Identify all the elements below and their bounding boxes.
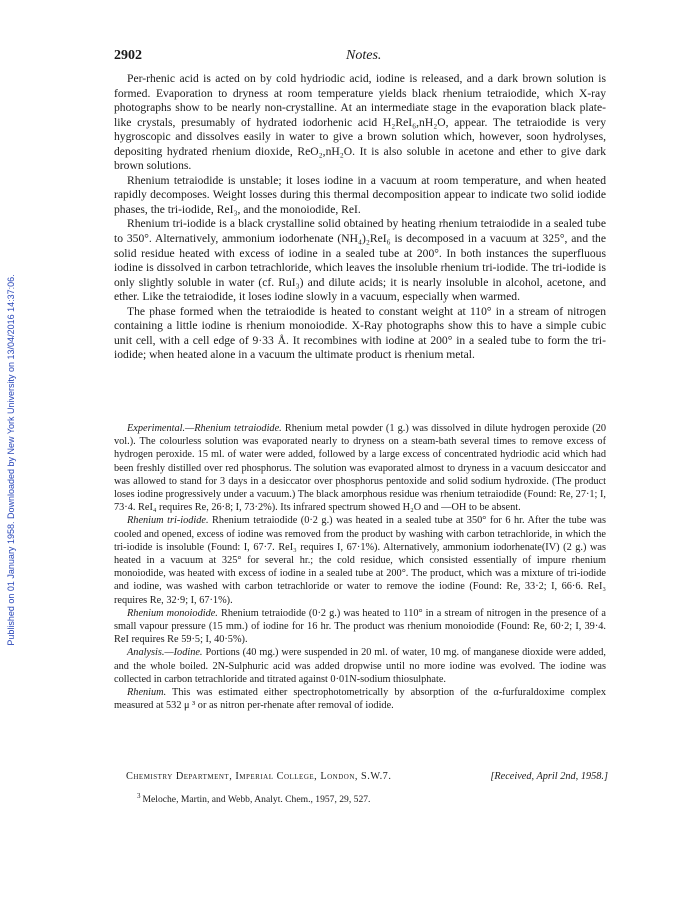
page-number: 2902 xyxy=(114,48,142,63)
experimental-monoiodide xyxy=(114,607,606,647)
main-text xyxy=(114,72,606,363)
experimental-triiodide xyxy=(114,514,606,606)
subsection-text: This was estimated either spectrophotometrically by absorption of the α-furfuraldoxime complex measured at 532 μ ³ or as nitron per-rhenate after removal of iodide. xyxy=(114,687,606,712)
subsection-heading: Rhenium tri-iodide. xyxy=(127,515,209,527)
page-header xyxy=(114,48,604,66)
running-title: Notes. xyxy=(346,48,382,63)
subsection-heading: Rhenium. xyxy=(127,687,167,699)
download-watermark xyxy=(4,160,18,760)
subsection-heading: Rhenium monoiodide. xyxy=(127,607,218,619)
paragraph-tetraiodide-stability: Rhenium tetraiodide is unstable; it loses iodine in a vacuum at room temperature, and when heated rapidly decomposes. Weight losses during this thermal decomposition appear to indicate two solid iodide phases, the tri-iodide, ReI₃, and the monoiodide, ReI. xyxy=(114,173,606,216)
analysis-iodine xyxy=(114,646,606,686)
subsection-heading: Experimental.—Rhenium tetraiodide. xyxy=(127,423,282,434)
subsection-text: Rhenium tetraiodide (0·2 g.) was heated to 110° in a stream of nitrogen in the presence of a small vapour pressure (15 mm.) of iodine for 16 hr. The product was rhenium monoiodide (Found: Re, 60·2; I, 39·4. ReI requires Re 59·5; I, 40·5%). xyxy=(114,607,607,646)
paragraph-triiodide: Rhenium tri-iodide is a black crystalline solid obtained by heating rhenium tetraiodide in a sealed tube to 350°. Alternatively, ammonium iodorhenate (NH₄)₂ReI₆ is decomposed in a vacuum at 325°, and the solid residue heated with excess of iodine in a sealed tube at 200°. In both instances the superfluous iodine is dissolved in carbon tetrachloride, which leaves the insoluble rhenium tri-iodide. The tri-iodide is only slightly soluble in water (cf. RuI₃) and dilute acids; it is nearly insoluble in alcohol, acetone, and ether. Like the tetraiodide, it loses iodine slowly in a vacuum, especially when warmed. xyxy=(114,217,606,304)
watermark-text: Published on 01 January 1958. Downloaded by New York University on 13/04/2016 14:37:06. xyxy=(6,274,16,646)
footnote xyxy=(137,792,597,805)
footnote-mark: 3 xyxy=(137,792,141,800)
subsection-text: Rhenium tetraiodide (0·2 g.) was heated in a sealed tube at 350° for 6 hr. After the tube was cooled and opened, excess of iodine was removed from the product by washing with carbon tetrachloride, in which the tri-iodide is insoluble (Found: I, 67·7. ReI₃ requires I, 67·1%). Alternatively, ammonium iodorhenate(IV) (2 g.) was heated in a vacuum at 325° for several hr.; the cold residue, which consisted essentially of impure rhenium monoiodide, was heated with excess of iodine in a sealed tube at 200°. The product, which was a mixture of tri-iodide and iodine, was washed with carbon tetrachloride or water to remove the iodine (Found: Re, 33·2; I, 66·6. ReI₃ requires Re, 32·9; I, 67·1%). xyxy=(114,515,606,606)
paragraph-tetraiodide-prep: Per-rhenic acid is acted on by cold hydriodic acid, iodine is released, and a dark brown solution is formed. Evaporation to dryness at room temperature yields black rhenium tetraiodide, which X-ray photographs show to be nearly non-crystalline. At an intermediate stage in the evaporation black plate-like crystals, presumably of hydrated iodorhenic acid H₂ReI₆,nH₂O, appear. The tetraiodide is very hygroscopic and dissolves easily in water to give a brown solution which, however, soon hydrolyses, depositing hydrated rhenium dioxide, ReO₂,nH₂O. It is also soluble in acetone and ether to give dark brown solutions. xyxy=(114,72,606,173)
experimental-section xyxy=(114,422,606,712)
footnote-text: Meloche, Martin, and Webb, Analyt. Chem., 1957, 29, 527. xyxy=(142,794,371,806)
paragraph-monoiodide: The phase formed when the tetraiodide is heated to constant weight at 110° in a stream of nitrogen containing a little iodine is rhenium monoiodide. X-Ray photographs show this to have a simple cubic unit cell, with a cell edge of 9·33 Å. It recombines with iodine at 200° in a sealed tube to form the tri-iodide; when heated alone in a vacuum the ultimate product is rhenium metal. xyxy=(114,304,606,362)
affiliation-line xyxy=(126,771,608,785)
subsection-text: Rhenium metal powder (1 g.) was dissolved in dilute hydrogen peroxide (20 vol.). The colourless solution was evaporated nearly to dryness on a steam-bath several times to remove excess of hydrogen peroxide. 15 ml. of water were added, followed by a large excess of concentrated hydriodic acid which had been freshly distilled over red phosphorus. The solution was evaporated almost to dryness in a vacuum desiccator and was allowed to stand for 3 days in a desiccator over phosphorus pentoxide and solid sodium hydroxide. (The product loses iodine progressively under a vacuum.) The black amorphous residue was rhenium tetraiodide (Found: Re, 27·1; I, 73·4. ReI₄ requires Re, 26·8; I, 73·2%). Its infrared spectrum showed H₂O and —OH to be absent. xyxy=(114,423,606,514)
affiliation: Chemistry Department, Imperial College, London, S.W.7. xyxy=(126,771,392,782)
subsection-text: Portions (40 mg.) were suspended in 20 ml. of water, 10 mg. of manganese dioxide were added, and the whole boiled. 2N-Sulphuric acid was added dropwise until no more iodine was evolved. The iodine was collected in carbon tetrachloride and titrated against 0·01N-sodium thiosulphate. xyxy=(114,647,606,685)
experimental-tetraiodide xyxy=(114,422,606,514)
subsection-heading: Analysis.—Iodine. xyxy=(127,647,203,659)
received-date: [Received, April 2nd, 1958.] xyxy=(490,771,608,782)
analysis-rhenium xyxy=(114,686,606,712)
